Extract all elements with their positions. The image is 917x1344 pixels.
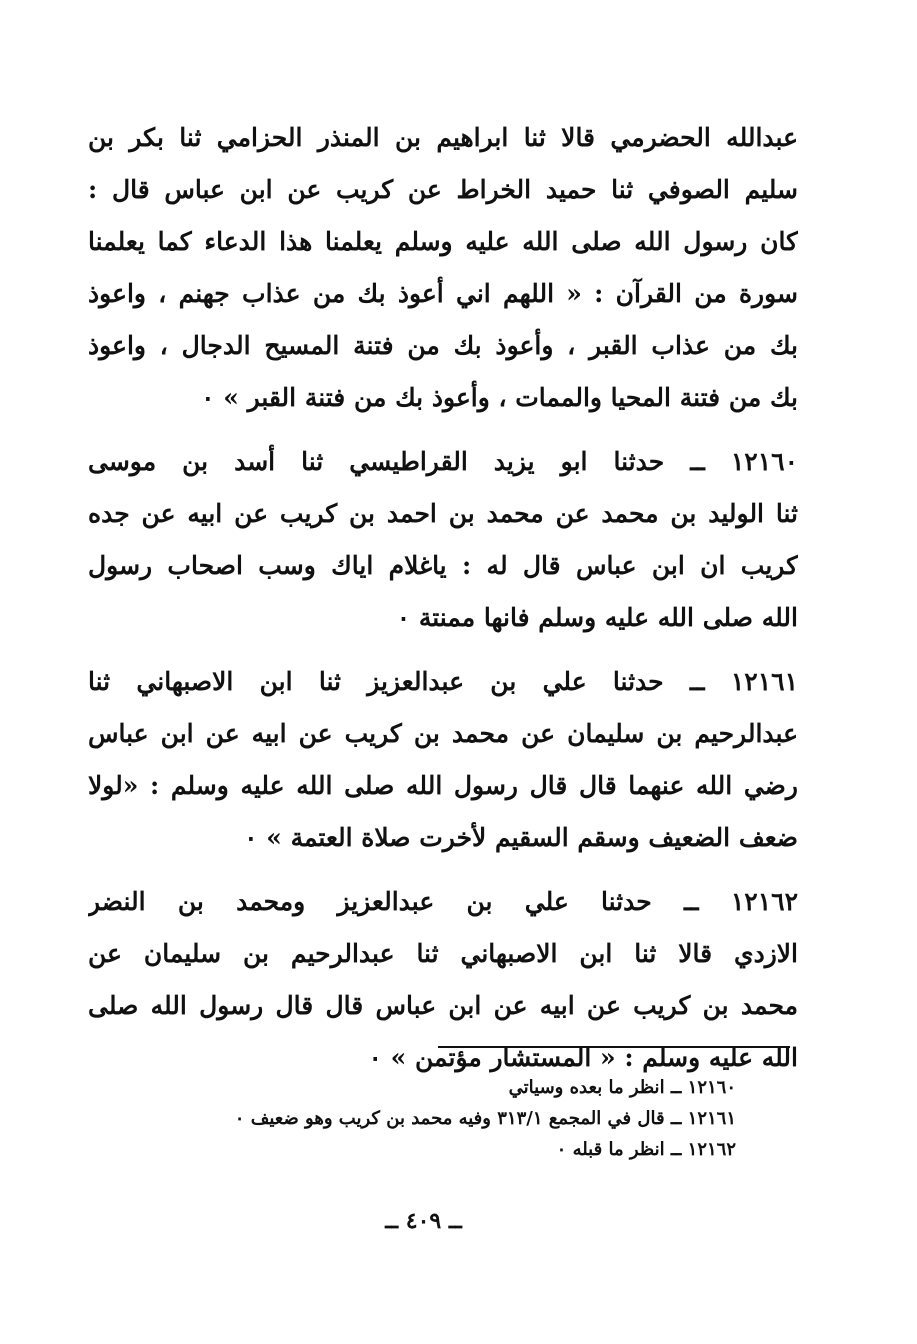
hadith-12161-start: ١٢١٦١ ــ حدثنا علي بن عبدالعزيز ثنا ابن الاصبهاني ثنا [88, 667, 798, 696]
text-line: بك من عذاب القبر ، وأعوذ بك من فتنة المسيح الدجال ، واعوذ [88, 331, 798, 360]
footnote-12161: ١٢١٦١ ــ قال في المجمع ٣١٣/١ وفيه محمد بن كريب وهو ضعيف ٠ [234, 1108, 736, 1129]
text-line: الله عليه وسلم : « المستشار مؤتمن » ٠ [368, 1043, 798, 1072]
footnote-12160: ١٢١٦٠ ــ انظر ما بعده وسياتي [508, 1077, 736, 1098]
footnote-divider [438, 1046, 790, 1048]
text-line: كريب ان ابن عباس قال له : ياغلام اياك وسب اصحاب رسول [88, 551, 798, 580]
main-text [88, 112, 798, 1084]
text-line: سليم الصوفي ثنا حميد الخراط عن كريب عن ابن عباس قال : [88, 175, 798, 204]
text-line: سورة من القرآن : « اللهم اني أعوذ بك من عذاب جهنم ، واعوذ [88, 279, 798, 308]
footnote-12162: ١٢١٦٢ ــ انظر ما قبله ٠ [556, 1139, 736, 1160]
paragraph-gap [88, 424, 798, 436]
text-line: ثنا الوليد بن محمد عن محمد بن احمد بن كريب عن ابيه عن جده [88, 499, 798, 528]
text-line: محمد بن كريب عن ابيه عن ابن عباس قال قال رسول الله صلى [88, 991, 798, 1020]
text-line: الازدي قالا ثنا ابن الاصبهاني ثنا عبدالرحيم بن سليمان عن [88, 939, 798, 968]
paragraph-gap [88, 864, 798, 876]
text-line: رضي الله عنهما قال قال رسول الله صلى الله عليه وسلم : «لولا [88, 771, 798, 800]
text-line: كان رسول الله صلى الله عليه وسلم يعلمنا هذا الدعاء كما يعلمنا [88, 227, 798, 256]
text-line: الله صلى الله عليه وسلم فانها ممنتة ٠ [396, 603, 798, 632]
paragraph-gap [88, 644, 798, 656]
text-line: ضعف الضعيف وسقم السقيم لأخرت صلاة العتمة » ٠ [244, 823, 798, 852]
page-number: ــ ٤٠٩ ــ [385, 1208, 462, 1234]
text-line: عبدالله الحضرمي قالا ثنا ابراهيم بن المنذر الحزامي ثنا بكر بن [88, 123, 798, 152]
hadith-12160-start: ١٢١٦٠ ــ حدثنا ابو يزيد القراطيسي ثنا أسد بن موسى [88, 447, 798, 476]
footnotes [120, 1072, 736, 1165]
hadith-12162-start: ١٢١٦٢ ــ حدثنا علي بن عبدالعزيز ومحمد بن النضر [88, 887, 798, 916]
text-line: عبدالرحيم بن سليمان عن محمد بن كريب عن ابيه عن ابن عباس [88, 719, 798, 748]
text-line: بك من فتنة المحيا والممات ، وأعوذ بك من فتنة القبر » ٠ [201, 383, 798, 412]
